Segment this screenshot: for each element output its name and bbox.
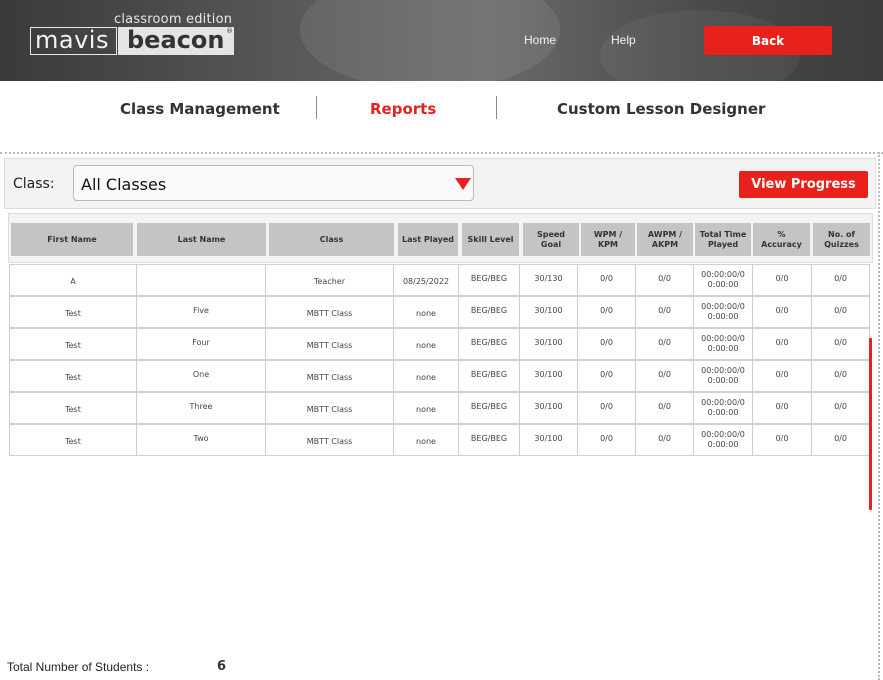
cell-quizzes: 0/0 xyxy=(811,392,870,424)
time-line: 0:00:00 xyxy=(707,344,739,353)
cell-awpm-akpm: 0/0 xyxy=(635,264,694,296)
filter-bar xyxy=(4,158,876,209)
cell-last-played: none xyxy=(393,424,459,456)
view-progress-button[interactable]: View Progress xyxy=(739,171,868,198)
column-header-quizzes[interactable] xyxy=(813,223,870,256)
cell-first-name: Test xyxy=(9,424,137,456)
header-line: KPM xyxy=(597,239,619,249)
cell-accuracy: 0/0 xyxy=(752,360,812,392)
cell-speed-goal: 30/100 xyxy=(519,328,578,360)
time-line: 00:00:00/0 xyxy=(701,430,745,439)
header-line: WPM / xyxy=(593,229,623,239)
cell-speed-goal: 30/130 xyxy=(519,264,578,296)
time-line: 00:00:00/0 xyxy=(701,366,745,375)
cell-quizzes: 0/0 xyxy=(811,264,870,296)
logo-edition-text: classroom edition xyxy=(114,12,233,27)
cell-skill-level: BEG/BEG xyxy=(458,424,520,456)
tab-custom-lesson-designer[interactable]: Custom Lesson Designer xyxy=(557,100,766,118)
column-header-first-name[interactable]: First Name xyxy=(11,223,133,256)
header-line: Quizzes xyxy=(824,239,859,249)
cell-wpm-kpm: 0/0 xyxy=(577,296,636,328)
header-line: % xyxy=(777,229,786,239)
tab-divider xyxy=(496,96,497,119)
cell-last-name: Three xyxy=(136,392,266,424)
class-select-value: All Classes xyxy=(81,175,167,194)
cell-total-time xyxy=(693,264,753,296)
cell-class: MBTT Class xyxy=(265,392,394,424)
cell-quizzes: 0/0 xyxy=(811,424,870,456)
cell-accuracy: 0/0 xyxy=(752,264,812,296)
column-header-awpm-akpm[interactable] xyxy=(637,223,693,256)
table-row[interactable] xyxy=(9,296,871,328)
logo-mavis-text: mavis xyxy=(30,27,117,55)
cell-last-name: One xyxy=(136,360,266,392)
class-select[interactable] xyxy=(73,165,474,201)
logo-beacon-text: beacon xyxy=(118,27,234,55)
cell-wpm-kpm: 0/0 xyxy=(577,392,636,424)
cell-last-played: none xyxy=(393,296,459,328)
column-header-accuracy[interactable] xyxy=(753,223,810,256)
cell-total-time xyxy=(693,360,753,392)
cell-speed-goal: 30/100 xyxy=(519,296,578,328)
cell-last-name: Four xyxy=(136,328,266,360)
column-header-class[interactable]: Class xyxy=(269,223,394,256)
mavis-beacon-logo xyxy=(30,12,235,57)
cell-first-name: Test xyxy=(9,296,137,328)
time-line: 00:00:00/0 xyxy=(701,302,745,311)
cell-quizzes: 0/0 xyxy=(811,328,870,360)
cell-accuracy: 0/0 xyxy=(752,296,812,328)
cell-awpm-akpm: 0/0 xyxy=(635,392,694,424)
total-students-label: Total Number of Students : xyxy=(7,660,150,674)
cell-speed-goal: 30/100 xyxy=(519,360,578,392)
header-line: Speed xyxy=(536,229,566,239)
cell-accuracy: 0/0 xyxy=(752,392,812,424)
class-label: Class: xyxy=(13,176,55,192)
table-row[interactable] xyxy=(9,392,871,424)
cell-awpm-akpm: 0/0 xyxy=(635,328,694,360)
cell-class: MBTT Class xyxy=(265,424,394,456)
cell-wpm-kpm: 0/0 xyxy=(577,264,636,296)
column-header-wpm-kpm[interactable] xyxy=(581,223,635,256)
cell-first-name: Test xyxy=(9,392,137,424)
table-row[interactable] xyxy=(9,360,871,392)
cell-class: MBTT Class xyxy=(265,360,394,392)
cell-wpm-kpm: 0/0 xyxy=(577,360,636,392)
column-header-total-time-played[interactable] xyxy=(695,223,751,256)
main-tabs xyxy=(0,81,883,151)
cell-class: MBTT Class xyxy=(265,328,394,360)
time-line: 00:00:00/0 xyxy=(701,334,745,343)
cell-quizzes: 0/0 xyxy=(811,296,870,328)
cell-accuracy: 0/0 xyxy=(752,424,812,456)
table-header-row xyxy=(8,213,873,263)
cell-last-played: none xyxy=(393,392,459,424)
column-header-last-name[interactable]: Last Name xyxy=(137,223,266,256)
cell-speed-goal: 30/100 xyxy=(519,392,578,424)
app-header xyxy=(0,0,883,81)
cell-last-name: Five xyxy=(136,296,266,328)
time-line: 00:00:00/0 xyxy=(701,398,745,407)
tab-divider xyxy=(316,96,317,119)
cell-class: MBTT Class xyxy=(265,296,394,328)
cell-wpm-kpm: 0/0 xyxy=(577,424,636,456)
cell-skill-level: BEG/BEG xyxy=(458,392,520,424)
time-line: 00:00:00/0 xyxy=(701,270,745,279)
header-line: AKPM xyxy=(651,239,679,249)
scrollbar-thumb[interactable] xyxy=(869,338,872,510)
cell-skill-level: BEG/BEG xyxy=(458,328,520,360)
header-line: AWPM / xyxy=(647,229,683,239)
back-button[interactable]: Back xyxy=(704,26,832,55)
table-row[interactable] xyxy=(9,328,871,360)
triangle-down-icon[interactable] xyxy=(455,178,471,190)
cell-awpm-akpm: 0/0 xyxy=(635,424,694,456)
cell-last-name: Two xyxy=(136,424,266,456)
header-line: Accuracy xyxy=(761,239,802,249)
table-row[interactable] xyxy=(9,264,871,296)
cell-last-played: 08/25/2022 xyxy=(393,264,459,296)
column-header-speed-goal[interactable] xyxy=(523,223,579,256)
cell-class: Teacher xyxy=(265,264,394,296)
logo-registered-mark: ® xyxy=(226,27,233,35)
total-students-value: 6 xyxy=(217,659,227,674)
content-border-top xyxy=(0,152,883,154)
time-line: 0:00:00 xyxy=(707,440,739,449)
cell-awpm-akpm: 0/0 xyxy=(635,360,694,392)
cell-first-name: A xyxy=(9,264,137,296)
tab-reports[interactable]: Reports xyxy=(370,100,437,118)
cell-first-name: Test xyxy=(9,360,137,392)
cell-total-time xyxy=(693,296,753,328)
cell-skill-level: BEG/BEG xyxy=(458,360,520,392)
cell-last-played: none xyxy=(393,328,459,360)
cell-skill-level: BEG/BEG xyxy=(458,264,520,296)
header-line: No. of xyxy=(828,229,855,239)
cell-last-played: none xyxy=(393,360,459,392)
cell-speed-goal: 30/100 xyxy=(519,424,578,456)
home-link[interactable]: Home xyxy=(524,33,557,47)
cell-total-time xyxy=(693,328,753,360)
header-line: Played xyxy=(707,239,739,249)
help-link[interactable]: Help xyxy=(611,33,636,47)
cell-first-name: Test xyxy=(9,328,137,360)
cell-accuracy: 0/0 xyxy=(752,328,812,360)
header-decoration xyxy=(300,0,560,81)
cell-total-time xyxy=(693,392,753,424)
cell-skill-level: BEG/BEG xyxy=(458,296,520,328)
time-line: 0:00:00 xyxy=(707,280,739,289)
time-line: 0:00:00 xyxy=(707,408,739,417)
time-line: 0:00:00 xyxy=(707,312,739,321)
header-line: Total Time xyxy=(699,229,747,239)
content-border-right xyxy=(878,152,880,680)
cell-quizzes: 0/0 xyxy=(811,360,870,392)
column-header-skill-level[interactable]: Skill Level xyxy=(462,223,519,256)
tab-class-management[interactable]: Class Management xyxy=(120,100,280,118)
header-line: Goal xyxy=(540,239,562,249)
cell-total-time xyxy=(693,424,753,456)
column-header-last-played[interactable]: Last Played xyxy=(398,223,458,256)
cell-last-name xyxy=(136,264,266,296)
cell-wpm-kpm: 0/0 xyxy=(577,328,636,360)
cell-awpm-akpm: 0/0 xyxy=(635,296,694,328)
table-row[interactable] xyxy=(9,424,871,456)
time-line: 0:00:00 xyxy=(707,376,739,385)
